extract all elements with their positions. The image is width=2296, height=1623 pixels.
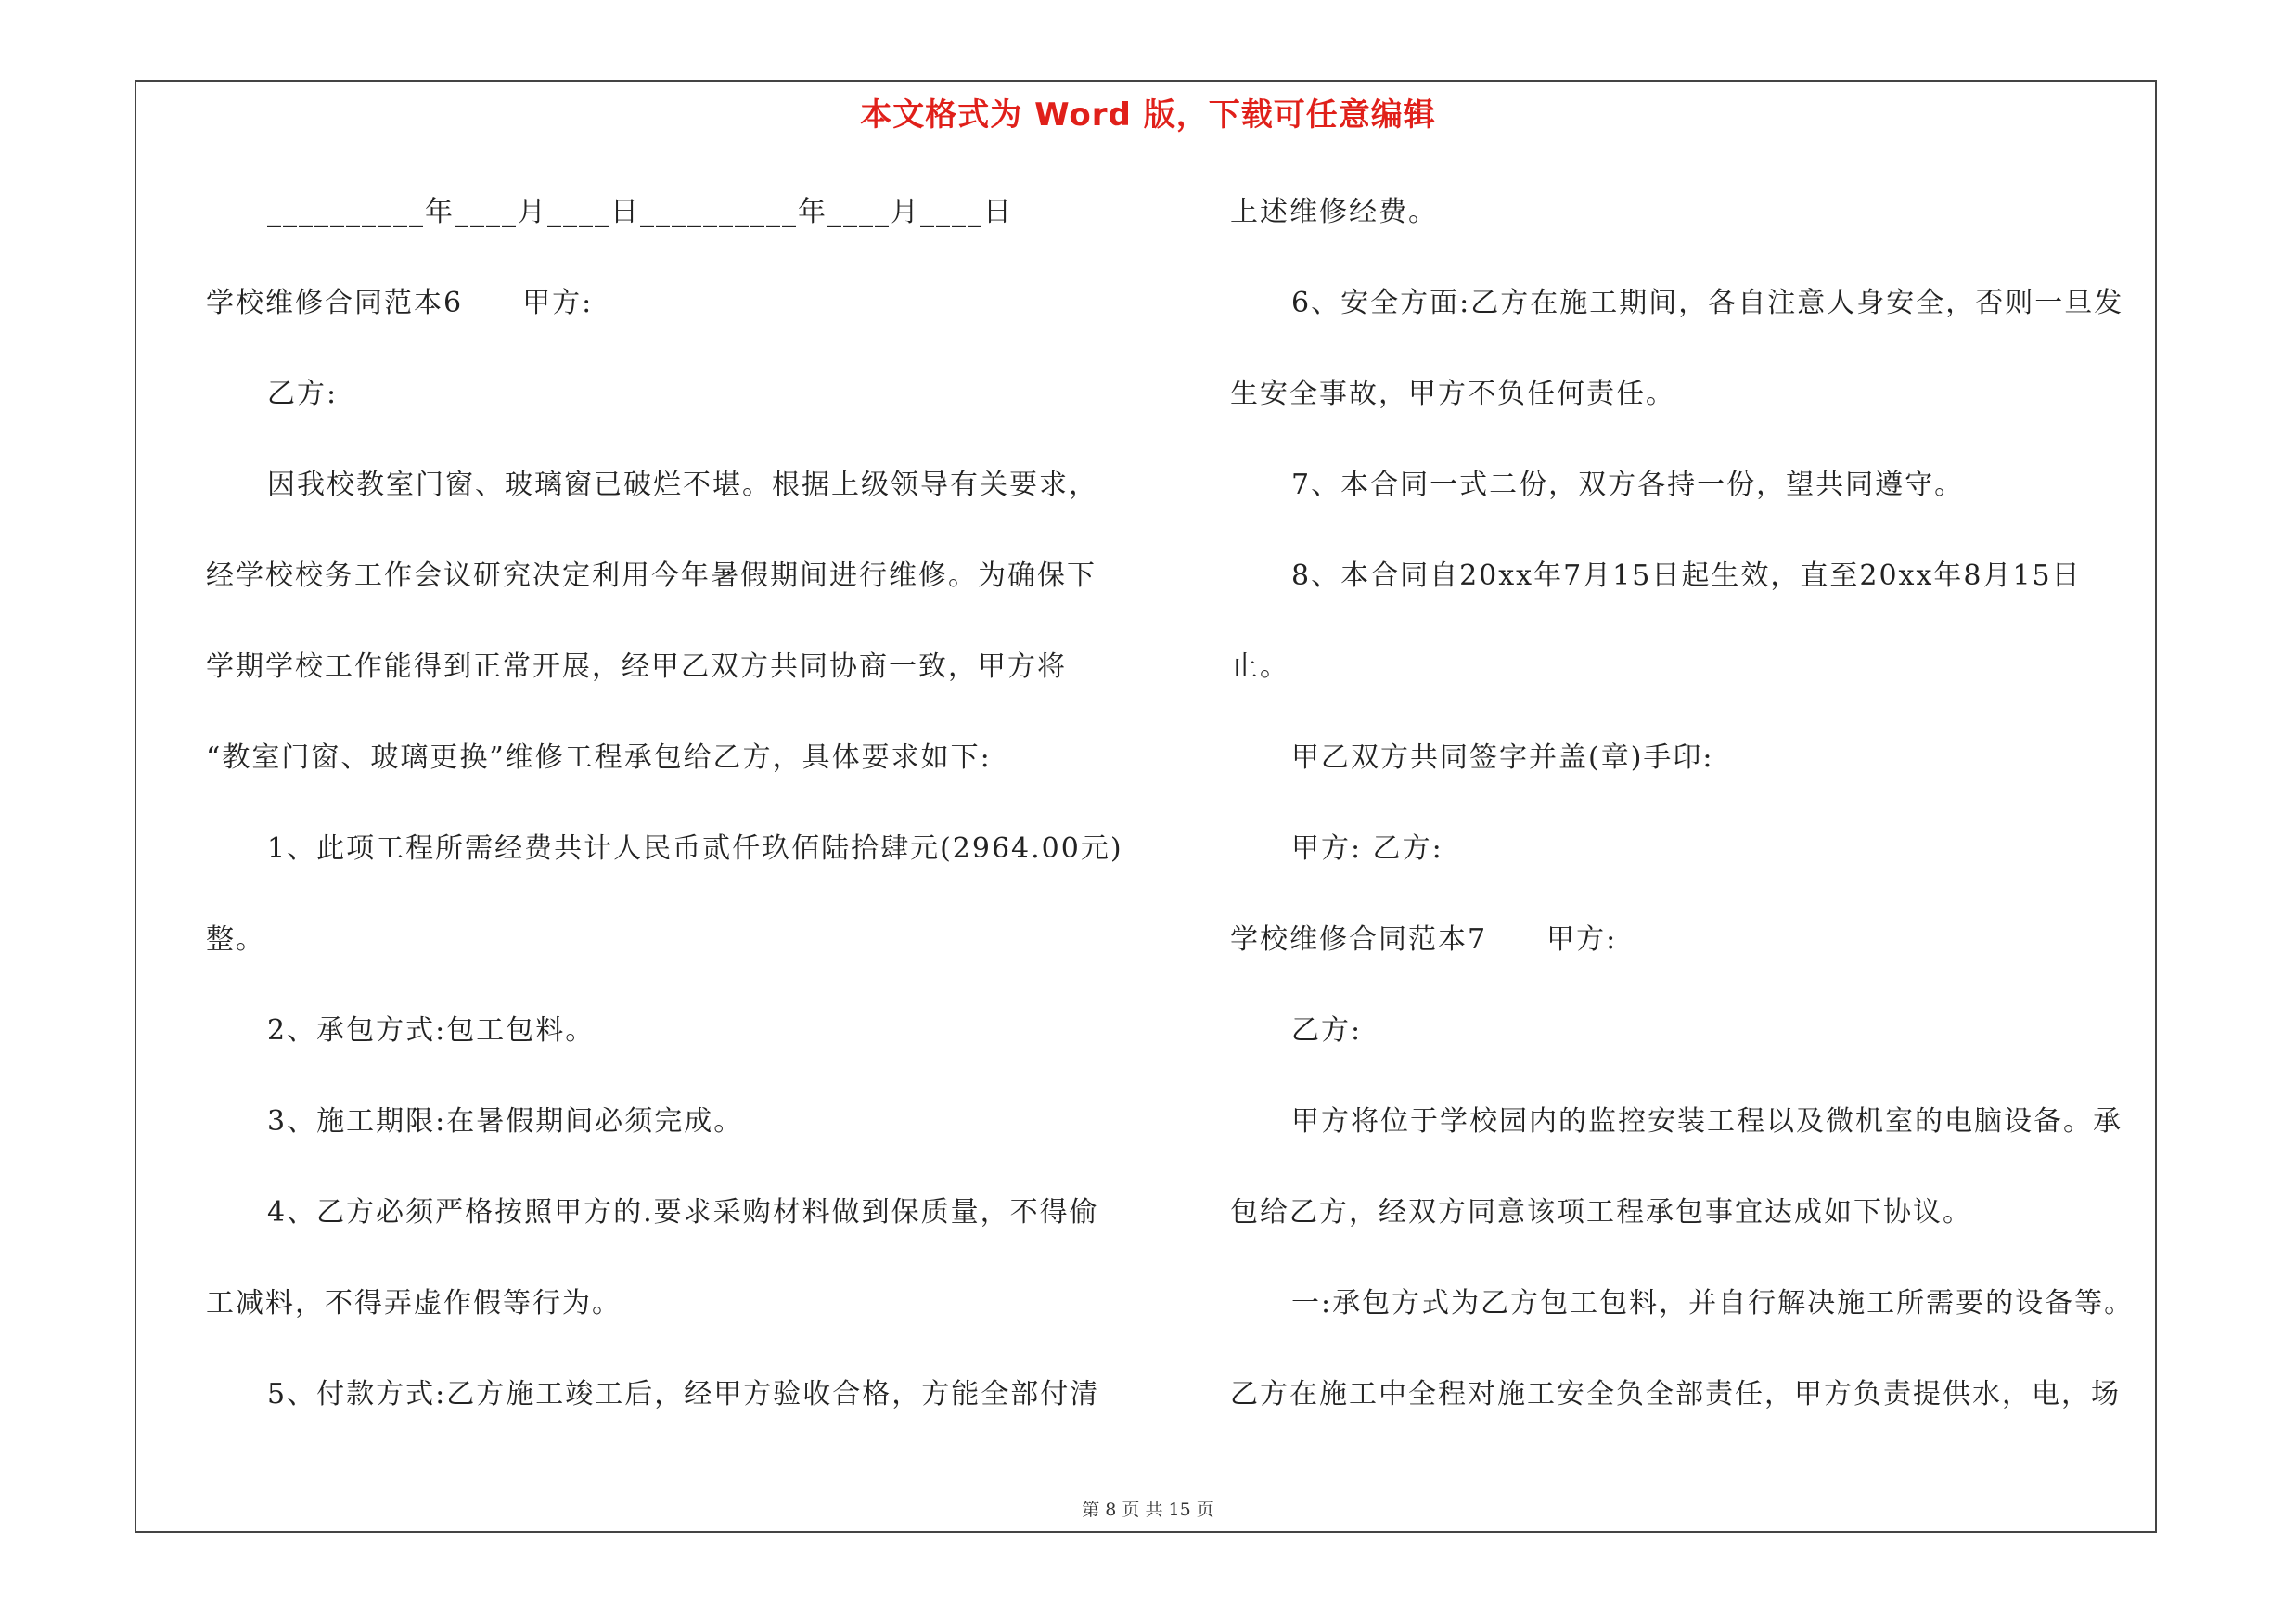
page-footer: 第 8 页 共 15 页 [1082,1500,1214,1520]
text-line: 5、付款方式:乙方施工竣工后，经甲方验收合格，方能全部付清 [267,1378,1100,1410]
text-line: 7、本合同一式二份，双方各持一份，望共同遵守。 [1291,469,1965,501]
text-line: 乙方: [1291,1014,1363,1047]
text-line: 因我校教室门窗、玻璃窗已破烂不堪。根据上级领导有关要求， [267,469,1098,501]
right-column [1230,186,2148,1459]
text-line: 甲方将位于学校园内的监控安装工程以及微机室的电脑设备。承 [1291,1105,2123,1138]
text-line: 2、承包方式:包工包料。 [267,1014,596,1047]
text-line: 整。 [206,923,265,956]
text-line: 经学校校务工作会议研究决定利用今年暑假期间进行维修。为确保下 [206,560,1097,592]
text-line: 生安全事故，甲方不负任何责任。 [1230,378,1675,410]
text-line: 止。 [1230,650,1289,683]
text-line: 4、乙方必须严格按照甲方的.要求采购材料做到保质量，不得偷 [267,1196,1099,1229]
text-line: “教室门窗、玻璃更换”维修工程承包给乙方，具体要求如下: [206,741,992,774]
text-line: 乙方在施工中全程对施工安全负全部责任，甲方负责提供水，电，场 [1230,1378,2121,1410]
text-line: 学校维修合同范本6 甲方: [206,287,594,319]
text-line: 工减料，不得弄虚作假等行为。 [206,1287,622,1320]
text-line: 包给乙方，经双方同意该项工程承包事宜达成如下协议。 [1230,1196,1972,1229]
left-column [206,186,1171,1459]
text-line: __________年____月____日__________年____月____日 [267,196,1013,228]
text-line: 8、本合同自20xx年7月15日起生效，直至20xx年8月15日 [1291,560,2082,592]
text-line: 1、此项工程所需经费共计人民币贰仟玖佰陆拾肆元(2964.00元) [267,832,1123,865]
text-line: 3、施工期限:在暑假期间必须完成。 [267,1105,744,1138]
text-line: 学校维修合同范本7 甲方: [1230,923,1618,956]
text-line: 一:承包方式为乙方包工包料，并自行解决施工所需要的设备等。 [1291,1287,2135,1320]
text-line: 上述维修经费。 [1230,196,1438,228]
text-line: 乙方: [267,378,339,410]
text-line: 学期学校工作能得到正常开展，经甲乙双方共同协商一致，甲方将 [206,650,1067,683]
text-line: 甲方: 乙方: [1291,832,1443,865]
text-line: 6、安全方面:乙方在施工期间，各自注意人身安全，否则一旦发 [1291,287,2124,319]
text-line: 甲乙双方共同签字并盖(章)手印: [1291,741,1714,774]
format-banner: 本文格式为 Word 版，下载可任意编辑 [860,97,1436,134]
